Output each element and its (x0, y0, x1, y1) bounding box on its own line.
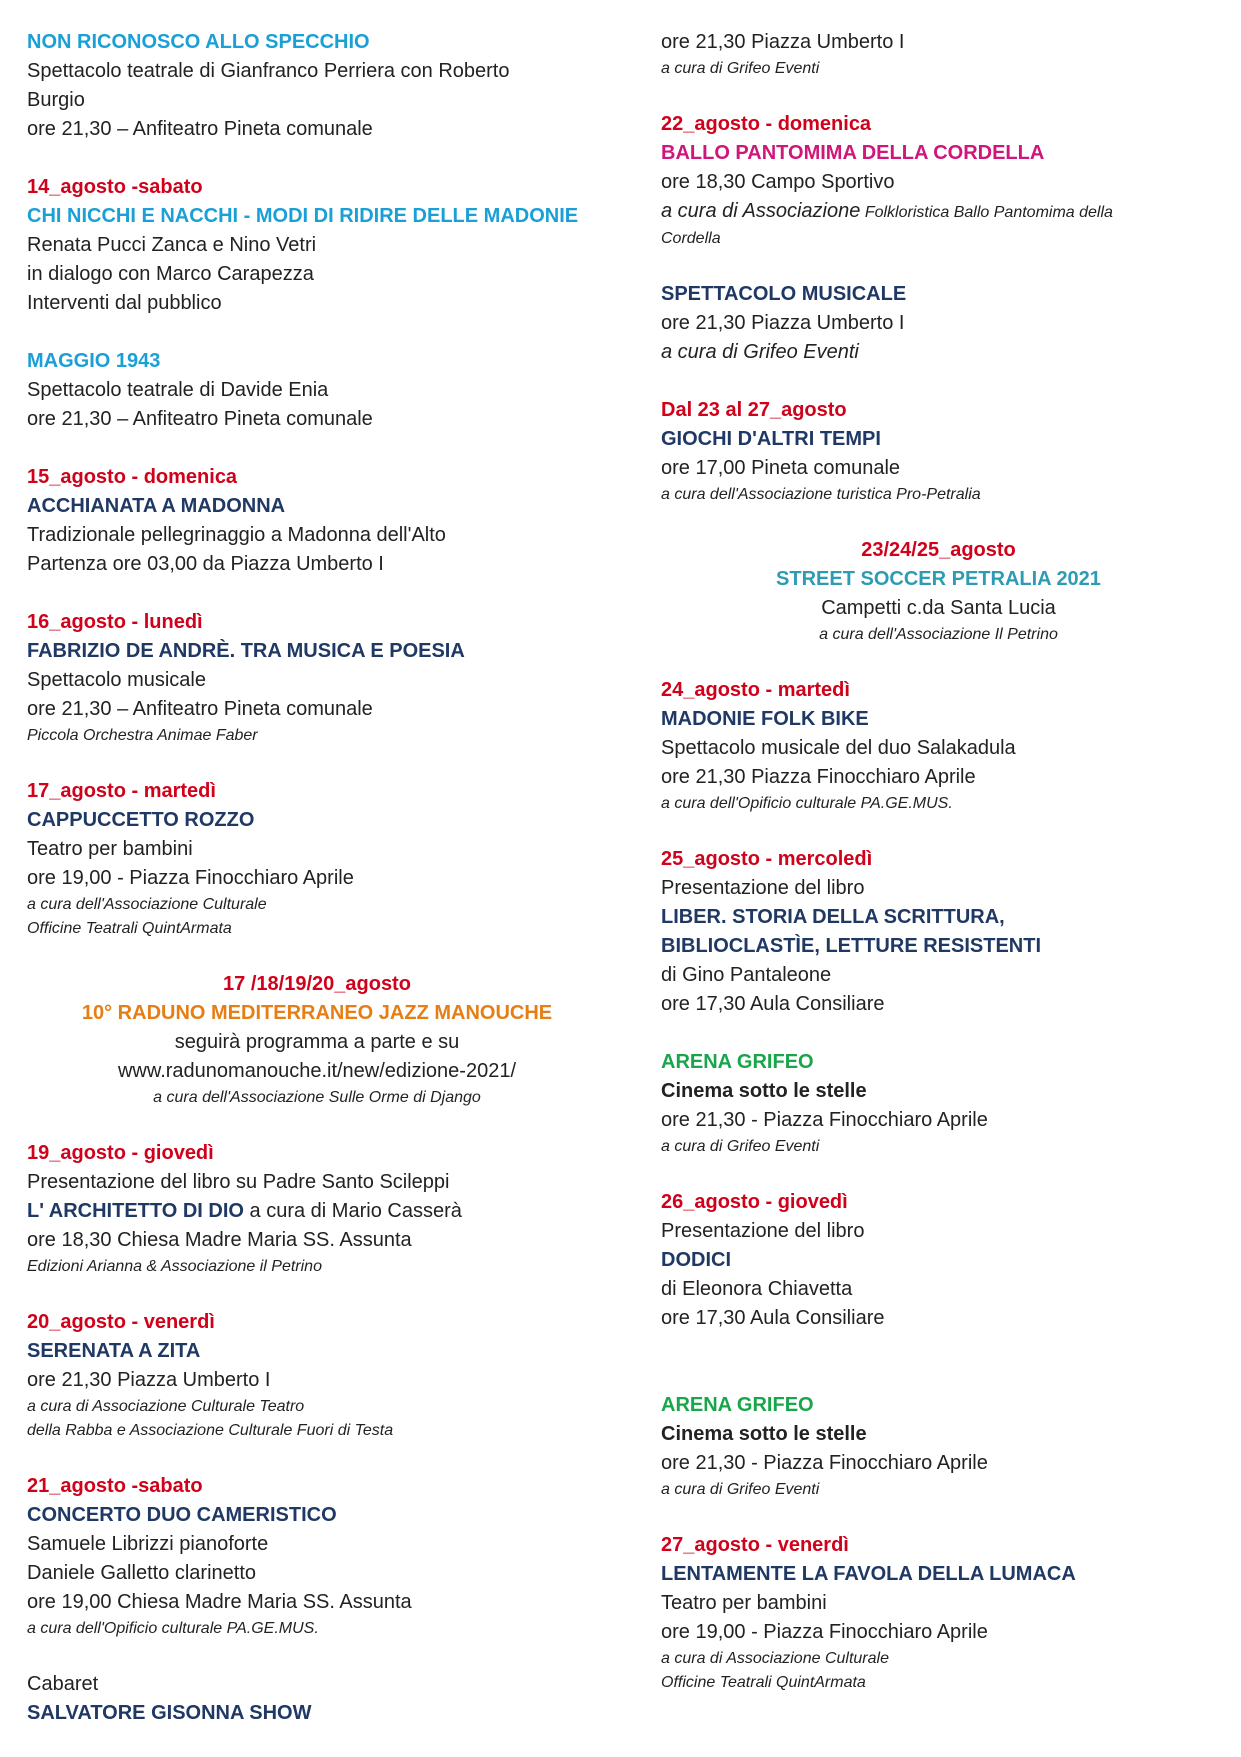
event-dodici (661, 1188, 1216, 1333)
event-title: SALVATORE GISONNA SHOW (27, 1702, 312, 1724)
event-line: ore 19,00 - Piazza Finocchiaro Aprile (661, 1621, 988, 1643)
event-date: 23/24/25_agosto (861, 539, 1016, 561)
credit-part: Folkloristica Ballo Pantomima della (860, 204, 1113, 221)
event-title: BALLO PANTOMIMA DELLA CORDELLA (661, 142, 1045, 164)
event-credit: Piccola Orchestra Animae Faber (27, 727, 258, 744)
event-title: BIBLIOCLASTÌE, LETTURE RESISTENTI (661, 935, 1042, 957)
event-line: ore 18,30 Campo Sportivo (661, 171, 895, 193)
event-credit: Cordella (661, 230, 721, 247)
event-title: L' ARCHITETTO DI DIO (27, 1200, 244, 1222)
event-credit: a cura dell'Opificio culturale PA.GE.MUS. (27, 1620, 319, 1637)
event-line: ore 17,00 Pineta comunale (661, 457, 901, 479)
event-title: STREET SOCCER PETRALIA 2021 (776, 568, 1101, 590)
event-line: Teatro per bambini (661, 1592, 827, 1614)
event-date: Dal 23 al 27_agosto (661, 399, 847, 421)
event-credit: a cura di Grifeo Eventi (661, 60, 820, 77)
event-credit: a cura di Associazione Culturale (661, 1650, 889, 1667)
event-title: LENTAMENTE LA FAVOLA DELLA LUMACA (661, 1563, 1076, 1585)
event-line: di Gino Pantaleone (661, 964, 832, 986)
event-date: 14_agosto -sabato (27, 176, 203, 198)
event-line: ore 21,30 - Piazza Finocchiaro Aprile (661, 1109, 988, 1131)
event-line: ore 21,30 Piazza Umberto I (661, 312, 905, 334)
event-title: FABRIZIO DE ANDRÈ. TRA MUSICA E POESIA (27, 640, 465, 662)
event-credit: a cura di Associazione Culturale Teatro (27, 1398, 305, 1415)
event-credit: Edizioni Arianna & Associazione il Petrino (27, 1258, 322, 1275)
event-credit: a cura di Grifeo Eventi (661, 1481, 820, 1498)
event-line: ore 19,00 - Piazza Finocchiaro Aprile (27, 867, 354, 889)
event-line: ore 21,30 - Piazza Finocchiaro Aprile (661, 1452, 988, 1474)
event-credit: a cura dell'Associazione Sulle Orme di Django (153, 1089, 481, 1106)
event-line: Samuele Librizzi pianoforte (27, 1533, 269, 1555)
event-line: seguirà programma a parte e su (174, 1031, 460, 1053)
event-title: LIBER. STORIA DELLA SCRITTURA, (661, 906, 1005, 928)
event-title: GIOCHI D'ALTRI TEMPI (661, 428, 881, 450)
event-title: ACCHIANATA A MADONNA (27, 495, 286, 517)
event-line: Spettacolo musicale (27, 669, 206, 691)
event-title: NON RICONOSCO ALLO SPECCHIO (27, 31, 370, 53)
event-title-line (27, 1197, 607, 1226)
event-date: 21_agosto -sabato (27, 1475, 203, 1497)
event-title: CONCERTO DUO CAMERISTICO (27, 1504, 337, 1526)
event-date: 15_agosto - domenica (27, 466, 238, 488)
event-line: Tradizionale pellegrinaggio a Madonna dell'Alto (27, 524, 446, 546)
event-line: ore 17,30 Aula Consiliare (661, 1307, 885, 1329)
event-jazz-manouche (27, 970, 607, 1110)
event-cappuccetto (27, 777, 607, 941)
event-line: di Eleonora Chiavetta (661, 1278, 853, 1300)
credit-part: a cura di Associazione (661, 200, 861, 222)
event-date: 24_agosto - martedì (661, 679, 850, 701)
event-credit: Officine Teatrali QuintArmata (27, 920, 232, 937)
event-credit: a cura dell'Associazione Culturale (27, 896, 267, 913)
event-credit: a cura dell'Associazione turistica Pro-Petralia (661, 486, 981, 503)
event-non-riconosco (27, 28, 607, 144)
event-title: SERENATA A ZITA (27, 1340, 201, 1362)
event-date: 17_agosto - martedì (27, 780, 216, 802)
event-credit (661, 197, 1216, 227)
event-architetto (27, 1139, 607, 1279)
event-continued (661, 28, 1216, 81)
event-credit: a cura di Grifeo Eventi (661, 341, 859, 363)
event-folk-bike (661, 676, 1216, 816)
event-line: Renata Pucci Zanca e Nino Vetri (27, 234, 317, 256)
event-line: ore 17,30 Aula Consiliare (661, 993, 885, 1015)
event-title: CAPPUCCETTO ROZZO (27, 809, 255, 831)
event-line: Presentazione del libro su Padre Santo Scileppi (27, 1171, 450, 1193)
event-liber (661, 845, 1216, 1019)
event-line: Partenza ore 03,00 da Piazza Umberto I (27, 553, 384, 575)
right-column (661, 28, 1216, 1724)
event-line: Presentazione del libro (661, 877, 865, 899)
event-line: Presentazione del libro (661, 1220, 865, 1242)
event-maggio-1943 (27, 347, 607, 434)
event-line: ore 21,30 – Anfiteatro Pineta comunale (27, 118, 373, 140)
event-line: ore 21,30 Piazza Finocchiaro Aprile (661, 766, 976, 788)
event-arena-grifeo-2 (661, 1391, 1216, 1502)
event-de-andre (27, 608, 607, 748)
event-credit: a cura di Grifeo Eventi (661, 1138, 820, 1155)
event-credit: a cura dell'Opificio culturale PA.GE.MUS. (661, 795, 953, 812)
event-title: ARENA GRIFEO (661, 1051, 814, 1073)
event-title: MAGGIO 1943 (27, 350, 161, 372)
event-credit: a cura dell'Associazione Il Petrino (819, 626, 1058, 643)
event-spettacolo-musicale (661, 280, 1216, 367)
event-line: ore 21,30 – Anfiteatro Pineta comunale (27, 408, 373, 430)
event-line: Cabaret (27, 1673, 99, 1695)
event-line: ore 21,30 Piazza Umberto I (661, 31, 905, 53)
event-line: ore 19,00 Chiesa Madre Maria SS. Assunta (27, 1591, 412, 1613)
event-street-soccer (661, 536, 1216, 647)
event-giochi (661, 396, 1216, 507)
event-line: in dialogo con Marco Carapezza (27, 263, 314, 285)
event-line: Interventi dal pubblico (27, 292, 222, 314)
event-concerto-duo (27, 1472, 607, 1641)
event-credit: Officine Teatrali QuintArmata (661, 1674, 866, 1691)
event-date: 25_agosto - mercoledì (661, 848, 873, 870)
event-cordella (661, 110, 1216, 251)
event-date: 19_agosto - giovedì (27, 1142, 214, 1164)
event-date: 20_agosto - venerdì (27, 1311, 215, 1333)
event-line: Daniele Galletto clarinetto (27, 1562, 257, 1584)
event-title: ARENA GRIFEO (661, 1394, 814, 1416)
event-subtitle: Cinema sotto le stelle (661, 1080, 867, 1102)
event-line: Spettacolo musicale del duo Salakadula (661, 737, 1016, 759)
event-credit: della Rabba e Associazione Culturale Fuori di Testa (27, 1422, 394, 1439)
event-title: SPETTACOLO MUSICALE (661, 283, 907, 305)
event-date: 16_agosto - lunedì (27, 611, 203, 633)
event-website: www.radunomanouche.it/new/edizione-2021/ (117, 1060, 517, 1082)
event-line: Spettacolo teatrale di Gianfranco Perriera con Roberto (27, 60, 510, 82)
event-arena-grifeo (661, 1048, 1216, 1159)
event-date: 27_agosto - venerdì (661, 1534, 849, 1556)
event-gisonna (27, 1670, 607, 1728)
event-line: Spettacolo teatrale di Davide Enia (27, 379, 329, 401)
event-line: ore 18,30 Chiesa Madre Maria SS. Assunta (27, 1229, 412, 1251)
event-line: Teatro per bambini (27, 838, 193, 860)
event-date: 26_agosto - giovedì (661, 1191, 848, 1213)
event-line: ore 21,30 – Anfiteatro Pineta comunale (27, 698, 373, 720)
event-date: 17 /18/19/20_agosto (223, 973, 411, 995)
event-title: 10° RADUNO MEDITERRANEO JAZZ MANOUCHE (81, 1002, 553, 1024)
event-title: CHI NICCHI E NACCHI - MODI DI RIDIRE DELLE MADONIE (27, 205, 579, 227)
event-title: DODICI (661, 1249, 731, 1271)
event-line: Burgio (27, 89, 85, 111)
event-lentamente (661, 1531, 1216, 1695)
event-chi-nicchi (27, 173, 607, 318)
event-line: Campetti c.da Santa Lucia (821, 597, 1056, 619)
event-subtitle: Cinema sotto le stelle (661, 1423, 867, 1445)
left-column (27, 28, 607, 1757)
event-date: 22_agosto - domenica (661, 113, 872, 135)
event-acchianata (27, 463, 607, 579)
event-title: MADONIE FOLK BIKE (661, 708, 869, 730)
event-title-rest: a cura di Mario Casserà (243, 1200, 462, 1222)
event-serenata (27, 1308, 607, 1443)
event-line: ore 21,30 Piazza Umberto I (27, 1369, 271, 1391)
